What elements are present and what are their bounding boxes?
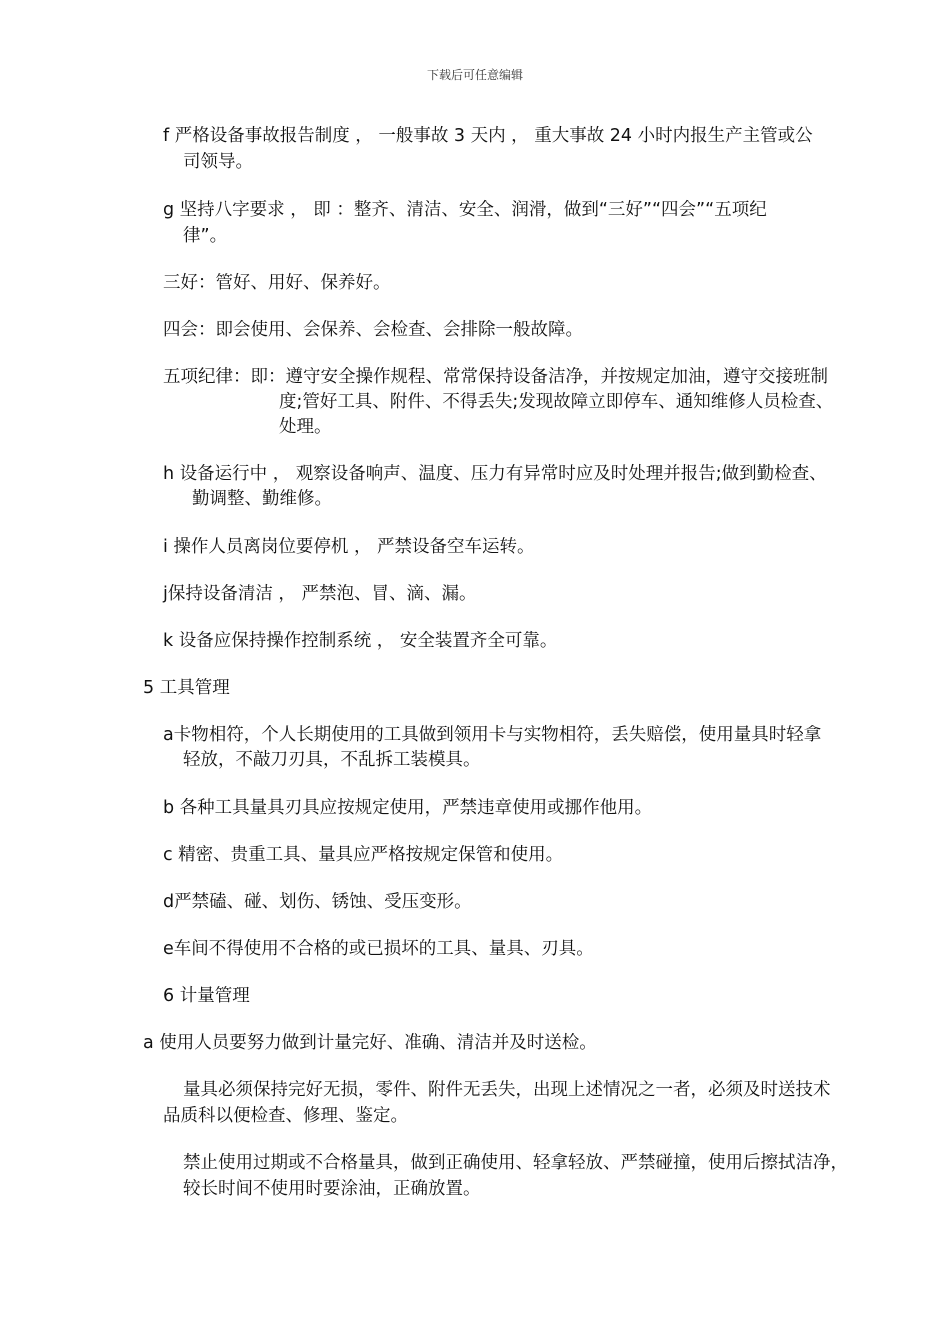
paragraph-f-line2: 司领导。 xyxy=(183,152,253,172)
paragraph-j: j保持设备清洁 ， 严禁泡、冒、滴、漏。 xyxy=(163,584,477,604)
paragraph-h-line1: h 设备运行中 ， 观察设备响声、温度、压力有异常时应及时处理并报告;做到勤检查、 xyxy=(163,464,827,484)
paragraph-i: i 操作人员离岗位要停机 ， 严禁设备空车运转。 xyxy=(163,537,535,557)
paragraph-5e: e车间不得使用不合格的或已损坏的工具、量具、刃具。 xyxy=(163,939,594,959)
paragraph-5b: b 各种工具量具刃具应按规定使用，严禁违章使用或挪作他用。 xyxy=(163,798,653,818)
paragraph-5a-line2: 轻放，不敲刀刃具，不乱拆工装模具。 xyxy=(183,750,481,770)
paragraph-5a-line1: a卡物相符，个人长期使用的工具做到领用卡与实物相符，丢失赔偿，使用量具时轻拿 xyxy=(163,725,822,745)
paragraph-6a: a 使用人员要努力做到计量完好、准确、清洁并及时送检。 xyxy=(143,1033,597,1053)
paragraph-g-line2: 律”。 xyxy=(183,226,228,246)
paragraph-wuxiang-line1: 五项纪律：即：遵守安全操作规程、常常保持设备洁净，并按规定加油，遵守交接班制 xyxy=(163,367,828,387)
paragraph-h-line2: 勤调整、勤维修。 xyxy=(192,489,332,509)
paragraph-sanhao: 三好：管好、用好、保养好。 xyxy=(163,273,391,293)
paragraph-5c: c 精密、贵重工具、量具应严格按规定保管和使用。 xyxy=(163,845,564,865)
paragraph-prohibit-line1: 禁止使用过期或不合格量具，做到正确使用、轻拿轻放、严禁碰撞，使用后擦拭洁净， xyxy=(183,1153,848,1173)
section-6-heading: 6 计量管理 xyxy=(163,986,250,1006)
paragraph-k: k 设备应保持操作控制系统 ， 安全装置齐全可靠。 xyxy=(163,631,558,651)
paragraph-g-line1: g 坚持八字要求 ， 即 ：整齐、清洁、安全、润滑，做到“三好”“四会”“五项纪 xyxy=(163,200,767,220)
section-5-heading: 5 工具管理 xyxy=(143,678,230,698)
paragraph-prohibit-line2: 较长时间不使用时要涂油，正确放置。 xyxy=(183,1179,481,1199)
paragraph-measure-line1: 量具必须保持完好无损，零件、附件无丢失，出现上述情况之一者，必须及时送技术 xyxy=(183,1080,831,1100)
paragraph-f-line1: f 严格设备事故报告制度 ， 一般事故 3 天内 ， 重大事故 24 小时内报生产主管或公 xyxy=(163,126,813,146)
paragraph-5d: d严禁磕、碰、划伤、锈蚀、受压变形。 xyxy=(163,892,472,912)
paragraph-wuxiang-line3: 处理。 xyxy=(279,417,332,437)
paragraph-measure-line2: 品质科以便检查、修理、鉴定。 xyxy=(163,1106,408,1126)
paragraph-sihui: 四会：即会使用、会保养、会检查、会排除一般故障。 xyxy=(163,320,583,340)
paragraph-wuxiang-line2: 度;管好工具、附件、不得丢失;发现故障立即停车、通知维修人员检查、 xyxy=(279,392,834,412)
page-header: 下载后可任意编辑 xyxy=(426,68,523,82)
